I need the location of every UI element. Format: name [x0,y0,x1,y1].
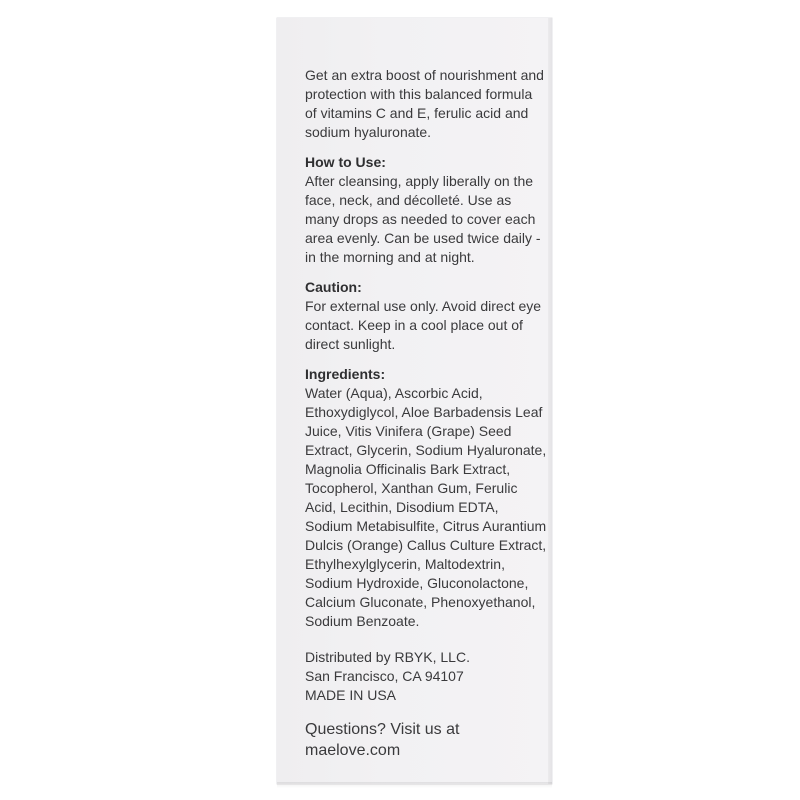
website-text: maelove.com [305,742,401,759]
distributor-name: Distributed by RBYK, LLC. [305,649,470,665]
product-box-edge [548,18,552,784]
caution-text: For external use only. Avoid direct eye contact. Keep in a cool place out of direct sunlight. [305,298,542,352]
intro-text: Get an extra boost of nourishment and protection with this balanced formula of vitamins C and E, ferulic acid and sodium hyaluronate. [305,67,544,140]
how-to-use-text: After cleansing, apply liberally on the face, neck, and décolleté. Use as many drops as needed to cover each area evenly. Can be used twice daily - in the morning and at night. [305,173,541,265]
made-in-label: MADE IN USA [305,687,397,703]
product-box-shadow [277,782,552,788]
distributor-address: San Francisco, CA 94107 [305,668,464,684]
caution-heading: Caution: [305,279,362,295]
ingredients-text: Water (Aqua), Ascorbic Acid, Ethoxydiglycol, Aloe Barbadensis Leaf Juice, Vitis Vinifera (Grape) Seed Extract, Glycerin, Sodium Hyaluronate, Magnolia Officinalis Bark Extract, Tocopherol, Xanthan Gum, Ferulic Acid, Lecithin, Disodium EDTA, Sodium Metabisulfite, Citrus Aurantium Dulcis (Orange) Callus Culture Extract, Ethylhexylglycerin, Maltodextrin, Sodium Hydroxide, Gluconolactone, Calcium Gluconate, Phenoxyethanol, Sodium Benzoate. [305,385,547,629]
questions-text: Questions? Visit us at [305,721,460,738]
distributor-info [305,648,547,705]
box-label-text [305,66,547,761]
ingredients-heading: Ingredients: [305,366,386,382]
how-to-use-heading: How to Use: [305,154,386,170]
questions-block [305,719,547,761]
